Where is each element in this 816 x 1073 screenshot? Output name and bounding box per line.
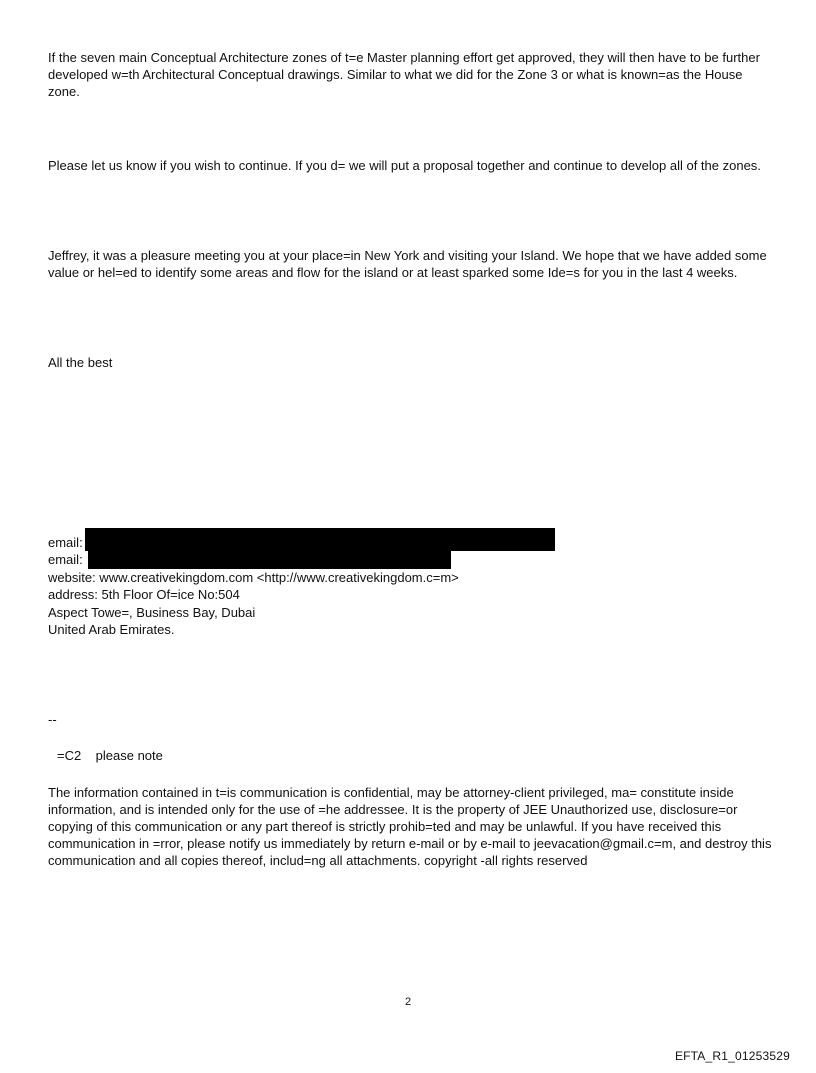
confidentiality-disclaimer: The information contained in t=is communication is confidential, may be attorney-client privileged, ma= constitute inside information, and is intended only for the use of =he addressee. It is the property of JEE Unauthorized use, disclosure=or copying of this communication or any part thereof is strictly prohib=ted and may be unlawful. If you have received this communication in =rror, please notify us immediately by return e-mail or by e-mail to jeevacation@gmail.c=m, and destroy this communication and all copies thereof, includ=ng all attachments. copyright -all rights reserved: [48, 785, 772, 868]
paragraph-pleasure-meeting: Jeffrey, it was a pleasure meeting you at your place=in New York and visiting your Island. We hope that we have added some value or hel=ed to identify some areas and flow for the island or at least sparked some Ide=s for you in the last 4 weeks.: [48, 248, 767, 280]
address-line-1: address: 5th Floor Of=ice No:504: [48, 587, 240, 602]
please-note-heading: =C2 please note: [57, 748, 163, 763]
paragraph-continue-request: Please let us know if you wish to continue. If you d= we will put a proposal together and continue to develop all of the zones.: [48, 158, 761, 173]
closing-line: All the best: [48, 355, 113, 370]
page-number: 2: [404, 996, 412, 1008]
footer-separator: --: [48, 712, 57, 727]
paragraph-master-planning: If the seven main Conceptual Architecture zones of t=e Master planning effort get approved, they will then have to be further developed w=th Architectural Conceptual drawings. Similar to what we did for the Zone 3 or what is known=as the House zone.: [48, 50, 760, 99]
email-label-2: email:: [48, 552, 83, 567]
email-label-1: email:: [48, 535, 83, 550]
redaction-box-2: [88, 551, 451, 569]
address-line-3: United Arab Emirates.: [48, 622, 175, 637]
address-line-2: Aspect Towe=, Business Bay, Dubai: [48, 605, 256, 620]
redaction-box-1: [85, 528, 555, 551]
bates-number: EFTA_R1_01253529: [674, 1049, 790, 1063]
website-line: website: www.creativekingdom.com <http://www.creativekingdom.c=m>: [48, 570, 459, 585]
